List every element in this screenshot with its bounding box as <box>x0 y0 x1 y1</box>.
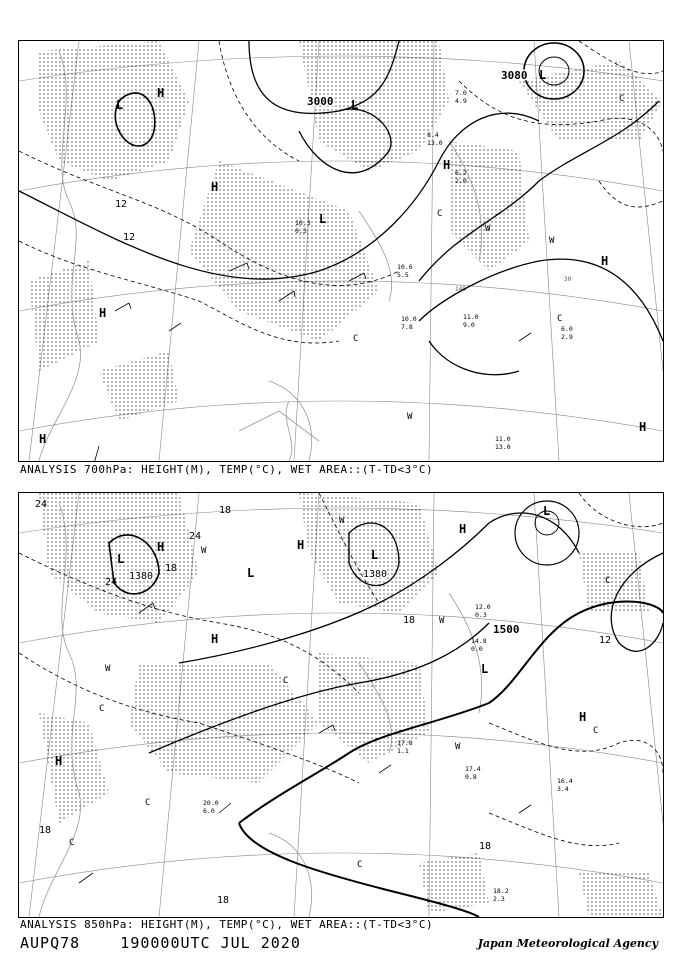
grid-label-lon: 140 <box>455 286 466 293</box>
cold-center: C <box>145 798 151 808</box>
station-value: 3.4 <box>557 785 569 793</box>
low-center: L <box>351 98 359 112</box>
chart-code-datetime: AUPQ78 190000UTC JUL 2020 <box>20 934 301 952</box>
agency-name: Japan Meteorological Agency <box>477 937 658 950</box>
warm-center: W <box>105 664 111 674</box>
station-value: 0.0 <box>471 645 483 653</box>
high-center: H <box>297 538 305 552</box>
chart-panel-850hpa <box>18 492 664 918</box>
station-value: 4.9 <box>455 97 467 105</box>
temp-label-18: 18 <box>403 615 416 626</box>
station-value: 2.9 <box>561 333 573 341</box>
station-value: 10.6 <box>397 263 413 271</box>
station-value: 2.3 <box>493 895 505 903</box>
high-center: H <box>157 540 165 554</box>
cold-center: C <box>557 314 563 324</box>
high-center: H <box>443 158 451 172</box>
height-label-1380: 1380 <box>129 571 154 582</box>
height-label-3000: 3000 <box>307 95 334 108</box>
cold-center: C <box>605 576 611 586</box>
station-value: 0.3 <box>475 611 487 619</box>
station-value: 6.0 <box>203 807 215 815</box>
low-center: L <box>371 548 379 562</box>
station-value: 13.0 <box>427 139 443 147</box>
station-value: 18.2 <box>493 887 509 895</box>
low-center: L <box>116 98 124 112</box>
temp-label-12: 12 <box>123 232 136 243</box>
station-value: 1.1 <box>397 747 409 755</box>
high-center: H <box>579 710 587 724</box>
cold-center: C <box>99 704 105 714</box>
temp-label-18: 18 <box>219 505 232 516</box>
temp-label-18: 18 <box>217 895 230 906</box>
low-center: L <box>247 566 255 580</box>
temp-label-12: 12 <box>115 199 128 210</box>
high-center: H <box>211 632 219 646</box>
station-value: 11.0 <box>463 313 479 321</box>
high-center: H <box>459 522 467 536</box>
high-center: H <box>99 306 107 320</box>
high-center: H <box>55 754 63 768</box>
station-value: 14.8 <box>471 637 487 645</box>
high-center: H <box>601 254 609 268</box>
warm-center: W <box>407 412 413 422</box>
station-value: 6.0 <box>561 325 573 333</box>
station-value: 17.4 <box>465 765 481 773</box>
low-center: L <box>539 68 547 82</box>
cold-center: C <box>283 676 289 686</box>
temp-label-24: 24 <box>105 577 118 588</box>
station-value: 8.4 <box>427 131 439 139</box>
station-value: 16.4 <box>557 777 573 785</box>
cold-center: C <box>437 209 443 219</box>
station-value: 6.2 <box>455 169 467 177</box>
caption-700hpa: ANALYSIS 700hPa: HEIGHT(M), TEMP(°C), WET AREA::(T-TD<3°C) <box>20 463 434 476</box>
station-value: 2.0 <box>455 177 467 185</box>
high-center: H <box>39 432 47 446</box>
low-center: L <box>481 662 489 676</box>
cold-center: C <box>357 860 363 870</box>
cold-center: C <box>69 838 75 848</box>
station-value: 5.5 <box>397 271 409 279</box>
map-700hpa <box>19 41 663 461</box>
cold-center: C <box>619 94 625 104</box>
wet-areas <box>29 41 663 421</box>
temp-label-18: 18 <box>165 563 178 574</box>
station-value: 20.0 <box>203 799 219 807</box>
grid-label-lat: 30 <box>564 276 572 283</box>
high-center: H <box>211 180 219 194</box>
low-center: L <box>319 212 327 226</box>
warm-center: W <box>455 742 461 752</box>
temp-label-18: 18 <box>39 825 52 836</box>
station-value: 12.0 <box>475 603 491 611</box>
warm-center: W <box>439 616 445 626</box>
low-center: L <box>117 552 125 566</box>
station-value: 0.8 <box>465 773 477 781</box>
temp-label-18: 18 <box>479 841 492 852</box>
height-label-3080: 3080 <box>501 69 528 82</box>
high-center: H <box>157 86 165 100</box>
map-850hpa <box>19 493 663 917</box>
station-value: 0.3 <box>295 227 307 235</box>
height-label-1380: 1380 <box>363 569 388 580</box>
warm-center: W <box>485 224 491 234</box>
station-value: 17.8 <box>397 739 413 747</box>
station-value: 7.0 <box>455 89 467 97</box>
station-value: 9.0 <box>463 321 475 329</box>
station-value: 7.8 <box>401 323 413 331</box>
station-value: 13.0 <box>495 443 511 451</box>
high-center: H <box>639 420 647 434</box>
height-label-1500: 1500 <box>493 623 520 636</box>
cold-center: C <box>353 334 359 344</box>
chart-panel-700hpa <box>18 40 664 462</box>
cold-center: C <box>593 726 599 736</box>
warm-center: W <box>339 516 345 526</box>
warm-center: W <box>549 236 555 246</box>
station-value: 11.0 <box>495 435 511 443</box>
temp-label-24: 24 <box>189 531 202 542</box>
station-value: 10.0 <box>401 315 417 323</box>
temp-label-24: 24 <box>35 499 48 510</box>
temp-label-12: 12 <box>599 635 612 646</box>
warm-center: W <box>201 546 207 556</box>
low-center: L <box>543 504 551 518</box>
caption-850hpa: ANALYSIS 850hPa: HEIGHT(M), TEMP(°C), WET AREA::(T-TD<3°C) <box>20 918 434 931</box>
station-value: 10.3 <box>295 219 311 227</box>
